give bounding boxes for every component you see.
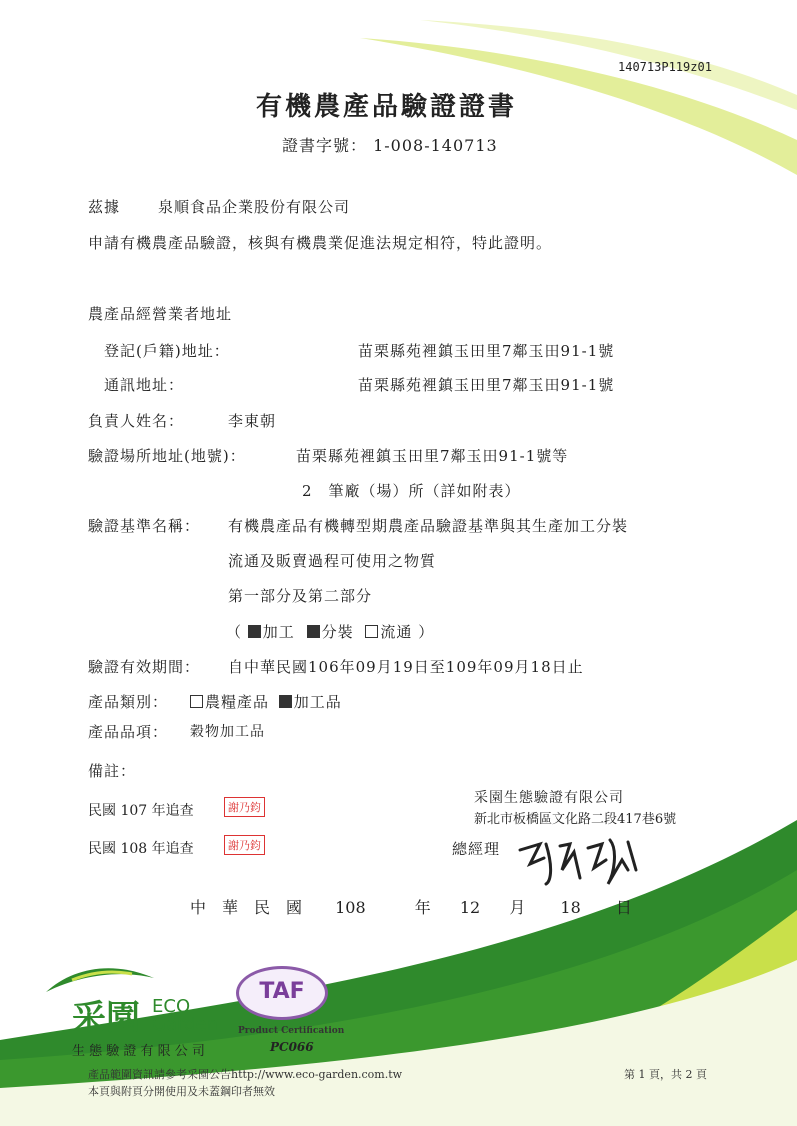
- gm-signature: [510, 830, 650, 890]
- taf-logo: [236, 966, 328, 1020]
- crop-product-checkbox: [190, 695, 203, 708]
- date-prefix: 中 華 民 國: [190, 898, 303, 917]
- site-address-label: 驗證場所地址(地號)：: [88, 447, 246, 465]
- followup-107: 民國 107 年追查: [88, 803, 194, 819]
- standard-line-2: 流通及販賣過程可使用之物質: [228, 552, 437, 570]
- item-label: 產品品項：: [88, 723, 169, 741]
- scope-close-paren: ）: [418, 623, 435, 641]
- date-month: 12: [459, 898, 481, 917]
- date-day: 18: [560, 898, 581, 917]
- logo-garden: Garden: [152, 1014, 218, 1035]
- footer-note-1: 產品範圍資訊請參考采園公告http://www.eco-garden.com.tw: [88, 1068, 403, 1081]
- inspector-stamp-108: 謝乃鈞: [224, 835, 265, 855]
- packing-label: 分裝: [321, 623, 354, 641]
- processed-product-label: 加工品: [293, 693, 342, 711]
- site-address: 苗栗縣苑裡鎮玉田里7鄰玉田91-1號等: [296, 447, 569, 465]
- site-count: 2 筆廠（場）所（詳如附表）: [302, 482, 521, 500]
- mailing-address: 苗栗縣苑裡鎮玉田里7鄰玉田91-1號: [358, 376, 615, 394]
- certificate-number: 證書字號： 1-008-140713: [282, 136, 498, 155]
- logo-eco: ECO: [152, 996, 191, 1017]
- category-label: 產品類別：: [88, 693, 169, 711]
- validity-label: 驗證有效期間：: [88, 658, 201, 676]
- taf-code: PC066: [270, 1040, 314, 1054]
- applicant-label: 茲據: [88, 198, 121, 216]
- certifier-address: 新北市板橋區文化路二段417巷6號: [474, 812, 677, 827]
- followup-108: 民國 108 年追查: [88, 841, 194, 857]
- owner-name: 李東朝: [228, 412, 277, 430]
- page-info: 第 1 頁，共 2 頁: [624, 1068, 707, 1081]
- scope-options: [226, 621, 434, 642]
- certificate-title: 有機農產品驗證證書: [256, 92, 518, 122]
- distribution-label: 流通: [380, 623, 413, 641]
- processing-label: 加工: [262, 623, 295, 641]
- operator-address-label: 農產品經營業者地址: [88, 305, 233, 323]
- processed-product-checkbox: [279, 695, 292, 708]
- standard-line-3: 第一部分及第二部分: [228, 587, 373, 605]
- packing-checkbox: [307, 625, 320, 638]
- scope-open-paren: （: [226, 623, 243, 641]
- taf-mark: TAF: [259, 979, 305, 1004]
- statement: 申請有機農產品驗證，核與有機農業促進法規定相符，特此證明。: [88, 234, 553, 252]
- standard-label: 驗證基準名稱：: [88, 517, 201, 535]
- issue-date: [190, 895, 632, 918]
- gm-label: 總經理: [452, 840, 501, 858]
- distribution-checkbox: [365, 625, 378, 638]
- footer-note-2: 本頁與附頁分開使用及未蓋鋼印者無效: [88, 1085, 275, 1098]
- date-day-unit: 日: [615, 898, 632, 917]
- logo-company: 生 態 驗 證 有 限 公 司: [72, 1044, 205, 1059]
- document-id: 140713P119z01: [618, 60, 712, 74]
- inspector-stamp-107: 謝乃鈞: [224, 797, 265, 817]
- remarks-label: 備註：: [88, 762, 137, 780]
- registered-address-label: 登記(戶籍)地址：: [104, 342, 230, 360]
- standard-line-1: 有機農產品有機轉型期農產品驗證基準與其生產加工分裝: [228, 517, 629, 535]
- date-year-unit: 年: [414, 898, 431, 917]
- validity-period: 自中華民國106年09月19日至109年09月18日止: [228, 658, 584, 676]
- date-year: 108: [335, 898, 366, 917]
- mailing-address-label: 通訊地址：: [104, 376, 185, 394]
- owner-label: 負責人姓名：: [88, 412, 185, 430]
- applicant-name: 泉順食品企業股份有限公司: [158, 198, 351, 216]
- date-month-unit: 月: [509, 898, 526, 917]
- product-item: 穀物加工品: [190, 724, 265, 740]
- certifier-name: 采園生態驗證有限公司: [474, 790, 624, 806]
- taf-caption: Product Certification: [238, 1026, 345, 1036]
- crop-product-label: 農糧產品: [205, 693, 270, 711]
- logo-chinese: 采園: [72, 998, 140, 1038]
- registered-address: 苗栗縣苑裡鎮玉田里7鄰玉田91-1號: [358, 342, 615, 360]
- category-options: [190, 691, 342, 712]
- processing-checkbox: [248, 625, 261, 638]
